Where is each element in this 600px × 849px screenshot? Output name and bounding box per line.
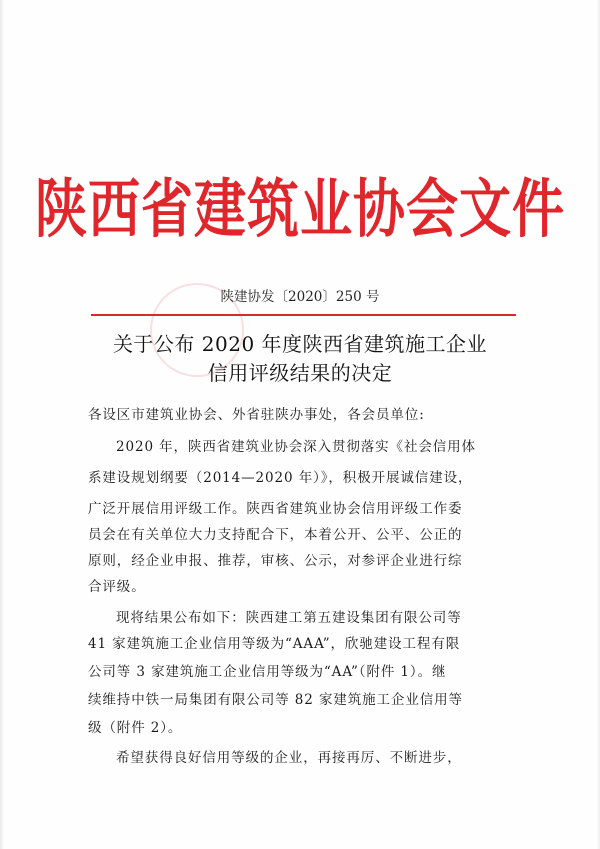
paragraph-line: 原则，经企业申报、推荐，审核、公示，对参评企业进行综: [88, 553, 463, 569]
paragraph-line: 公司等 3 家建筑施工企业信用等级为“AA”（附件 1）。继: [88, 664, 447, 680]
paragraph-line: 广泛开展信用评级工作。陕西省建筑业协会信用评级工作委: [88, 501, 463, 517]
paragraph-line: 2020 年，陕西省建筑业协会深入贯彻落实《社会信用体: [116, 439, 476, 455]
paragraph-line: 续维持中铁一局集团有限公司等 82 家建筑施工企业信用等: [88, 692, 463, 708]
document-title-line-1: 关于公布 2020 年度陕西省建筑施工企业: [112, 332, 488, 356]
page-edge-left: [0, 0, 4, 849]
document-title-line-2: 信用评级结果的决定: [207, 361, 393, 385]
paragraph-line: 级（附件 2）。: [88, 720, 183, 736]
paragraph-line: 员会在有关单位大力支持配合下，本着公开、公平、公正的: [88, 527, 463, 543]
paragraph-line: 现将结果公布如下：陕西建工第五建设集团有限公司等: [116, 610, 462, 626]
document-number: 陕建协发〔2020〕250 号: [220, 289, 380, 305]
paragraph-line: 41 家建筑施工企业信用等级为“AAA”，欣驰建设工程有限: [88, 636, 461, 652]
salutation: 各设区市建筑业协会、外省驻陕办事处，各会员单位:: [88, 407, 425, 423]
document-header-title: 陕西省建筑业协会文件: [35, 171, 566, 247]
paragraph-line: 系建设规划纲要（2014—2020 年）》，积极开展诚信建设，: [88, 470, 473, 486]
paragraph-line: 希望获得良好信用等级的企业，再接再厉、不断进步，: [116, 750, 462, 766]
header-red-rule: [91, 314, 516, 316]
paragraph-line: 合评级。: [88, 579, 146, 595]
